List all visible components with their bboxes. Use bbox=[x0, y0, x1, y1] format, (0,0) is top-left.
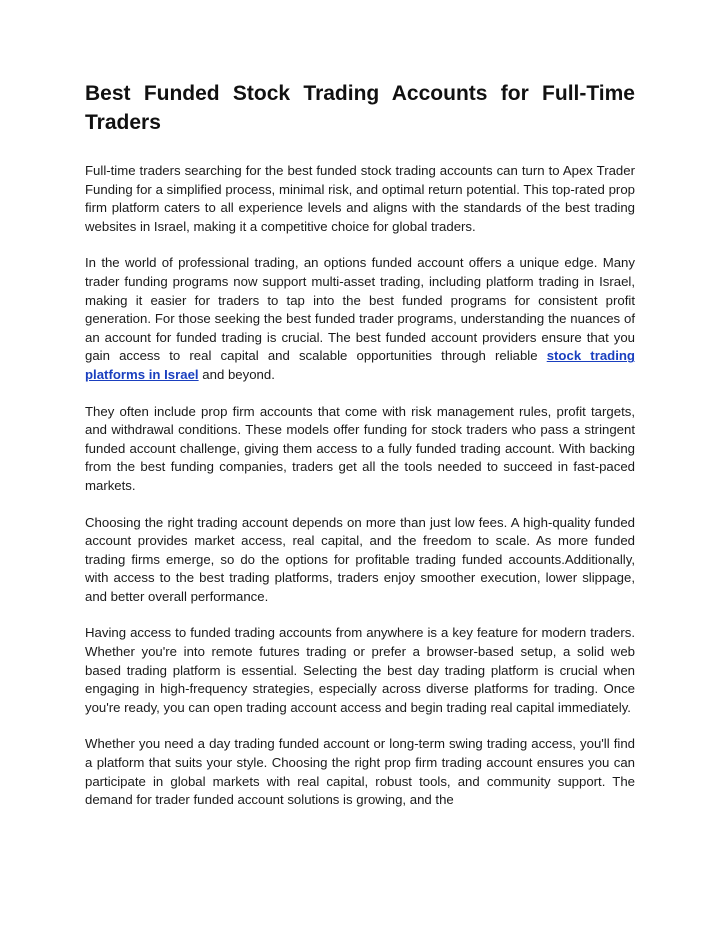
paragraph-choosing-account: Choosing the right trading account depends on more than just low fees. A high-quality funded account provides market access, real capital, and the freedom to scale. As more funded trading firms emerge, so do the options for profitable trading funded accounts.Additionally, with access to the best trading platforms, traders enjoy smoother execution, lower slippage, and better overall performance. bbox=[85, 514, 635, 604]
document-page bbox=[85, 79, 635, 810]
paragraph-text: In the world of professional trading, an options funded account offers a unique edge. Many trader funding programs now support multi-asset trading, including platform trading in Israel, making it easier for traders to tap into the best funded programs for consistent profit generation. For those seeking the best funded trader programs, understanding the nuances of an account for funded trading is crucial. The best funded account providers ensure that you gain access to real capital and scalable opportunities through reliable bbox=[85, 255, 635, 364]
paragraph-text: and beyond. bbox=[198, 366, 275, 382]
paragraph-intro: Full-time traders searching for the best funded stock trading accounts can turn to Apex Trader Funding for a simplified process, minimal risk, and optimal return potential. This top-rated prop firm platform caters to all experience levels and aligns with the standards of the best trading websites in Israel, making it a competitive choice for global traders. bbox=[85, 163, 635, 234]
paragraph-remote-access: Having access to funded trading accounts from anywhere is a key feature for modern traders. Whether you're into remote futures trading or prefer a browser-based setup, a solid web based trading platform is essential. Selecting the best day trading platform is crucial when engaging in high-frequency strategies, especially across diverse platforms for trading. Once you're ready, you can open trading account access and begin trading real capital immediately. bbox=[85, 625, 635, 715]
stock-trading-platforms-link[interactable]: stock trading platforms in Israel bbox=[85, 348, 635, 382]
paragraph-prop-firm-accounts: They often include prop firm accounts that come with risk management rules, profit targets, and withdrawal conditions. These models offer funding for stock traders who pass a stringent funded account challenge, giving them access to a fully funded trading account. With backing from the best funding companies, traders get all the tools needed to succeed in fast-paced markets. bbox=[85, 403, 635, 493]
page-title: Best Funded Stock Trading Accounts for Full-Time Traders bbox=[85, 82, 635, 134]
paragraph-day-trading: Whether you need a day trading funded account or long-term swing trading access, you'll find a platform that suits your style. Choosing the right prop firm trading account ensures you can participate in global markets with real capital, robust tools, and community support. The demand for trader funded account solutions is growing, and the bbox=[85, 736, 635, 808]
paragraph-options-account bbox=[85, 254, 635, 384]
